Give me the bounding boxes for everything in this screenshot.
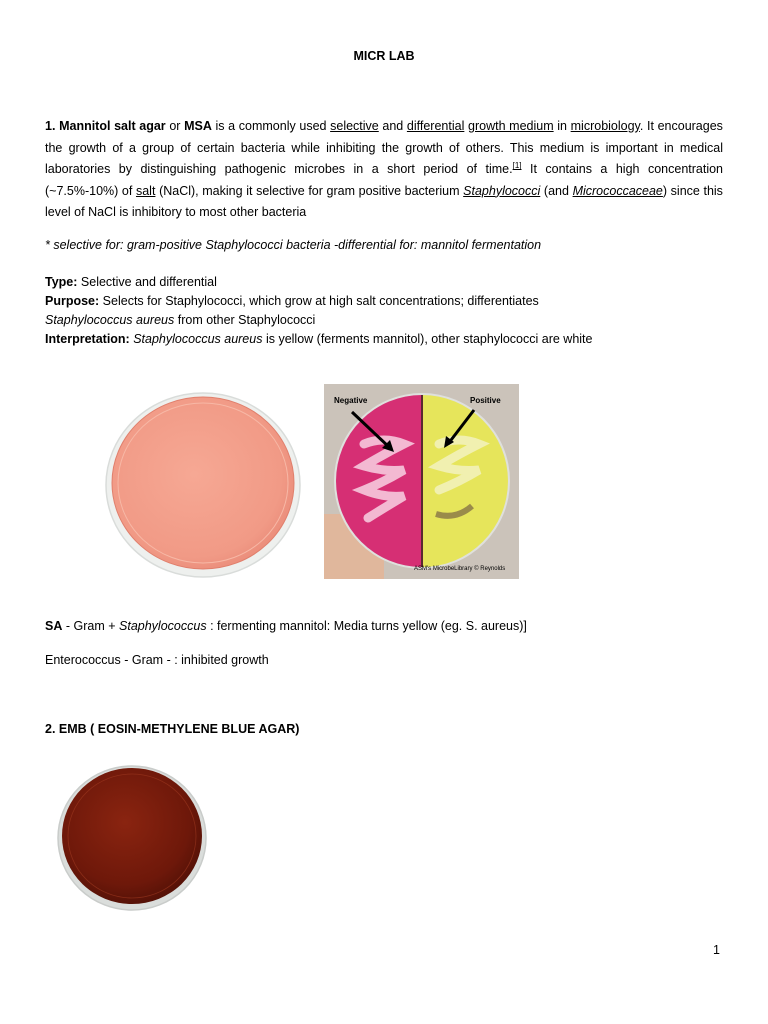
interpretation-line bbox=[45, 330, 725, 349]
purpose-label: Purpose: bbox=[45, 294, 100, 308]
interpretation-italic: Staphylococcus aureus bbox=[133, 332, 263, 346]
text: . It encourages the growth of a group of certain bacteria while inhibiting the growth of others. This medium is important in medical laboratories by distinguishing pathogenic microbes in a short period of time. bbox=[45, 119, 723, 177]
text: is a commonly used bbox=[215, 119, 327, 133]
type-value: Selective and differential bbox=[80, 275, 217, 289]
text: - Gram + bbox=[65, 619, 116, 633]
type-label: Type: bbox=[45, 275, 78, 289]
text: or bbox=[169, 119, 181, 133]
section-2-heading: 2. EMB ( EOSIN-METHYLENE BLUE AGAR) bbox=[45, 722, 300, 736]
sa-label: SA bbox=[45, 619, 63, 633]
purpose-italic: Staphylococcus aureus bbox=[45, 313, 175, 327]
sa-italic: Staphylococcus bbox=[119, 619, 207, 633]
link-salt[interactable]: salt bbox=[135, 183, 156, 198]
photo-credit: ASM's MicrobeLibrary © Reynolds bbox=[414, 566, 506, 572]
text: : fermenting mannitol: Media turns yellow (eg. S. aureus)] bbox=[210, 619, 527, 633]
text: (and bbox=[543, 183, 569, 198]
link-selective[interactable]: selective bbox=[330, 119, 379, 133]
msa-petri-dish-image bbox=[104, 388, 302, 578]
interpretation-value: is yellow (ferments mannitol), other staphylococci are white bbox=[265, 332, 593, 346]
page-title: MICR LAB bbox=[353, 49, 415, 63]
negative-label: Negative bbox=[334, 396, 368, 405]
purpose-line bbox=[45, 292, 725, 330]
emb-petri-dish-image bbox=[56, 760, 209, 913]
page-number: 1 bbox=[713, 943, 720, 957]
msa-abbr: MSA bbox=[184, 119, 212, 133]
sa-line bbox=[45, 619, 527, 633]
msa-description bbox=[45, 116, 723, 224]
link-micrococcaceae[interactable]: Micrococcaceae bbox=[572, 183, 663, 198]
text: It contains a high concentration (~7.5%-10%) of bbox=[45, 162, 724, 198]
link-differential[interactable]: differential bbox=[406, 119, 465, 133]
msa-comparison-photo bbox=[324, 384, 519, 579]
link-growth-medium[interactable]: growth medium bbox=[468, 119, 554, 133]
section-number: 1. bbox=[45, 119, 56, 133]
text: (NaCl), making it selective for gram positive bacterium bbox=[159, 183, 460, 198]
reference-link[interactable]: [1] bbox=[512, 161, 522, 171]
purpose-value-end: from other Staphylococci bbox=[177, 313, 316, 327]
text: ) since this level of NaCl is inhibitory to most other bacteria bbox=[45, 183, 723, 220]
enterococcus-line: Enterococcus - Gram - : inhibited growth bbox=[45, 653, 269, 667]
text: in bbox=[557, 119, 567, 133]
selective-differential-note: * selective for: gram-positive Staphylococci bacteria -differential for: mannitol fermentation bbox=[45, 238, 542, 252]
link-microbiology[interactable]: microbiology bbox=[570, 119, 640, 133]
positive-label: Positive bbox=[470, 396, 501, 405]
type-line bbox=[45, 273, 725, 292]
purpose-value: Selects for Staphylococci, which grow at high salt concentrations; differentiates bbox=[102, 294, 539, 308]
interpretation-label: Interpretation: bbox=[45, 332, 130, 346]
link-staphylococci[interactable]: Staphylococci bbox=[463, 183, 541, 198]
text: and bbox=[382, 119, 404, 133]
msa-name: Mannitol salt agar bbox=[59, 119, 166, 133]
